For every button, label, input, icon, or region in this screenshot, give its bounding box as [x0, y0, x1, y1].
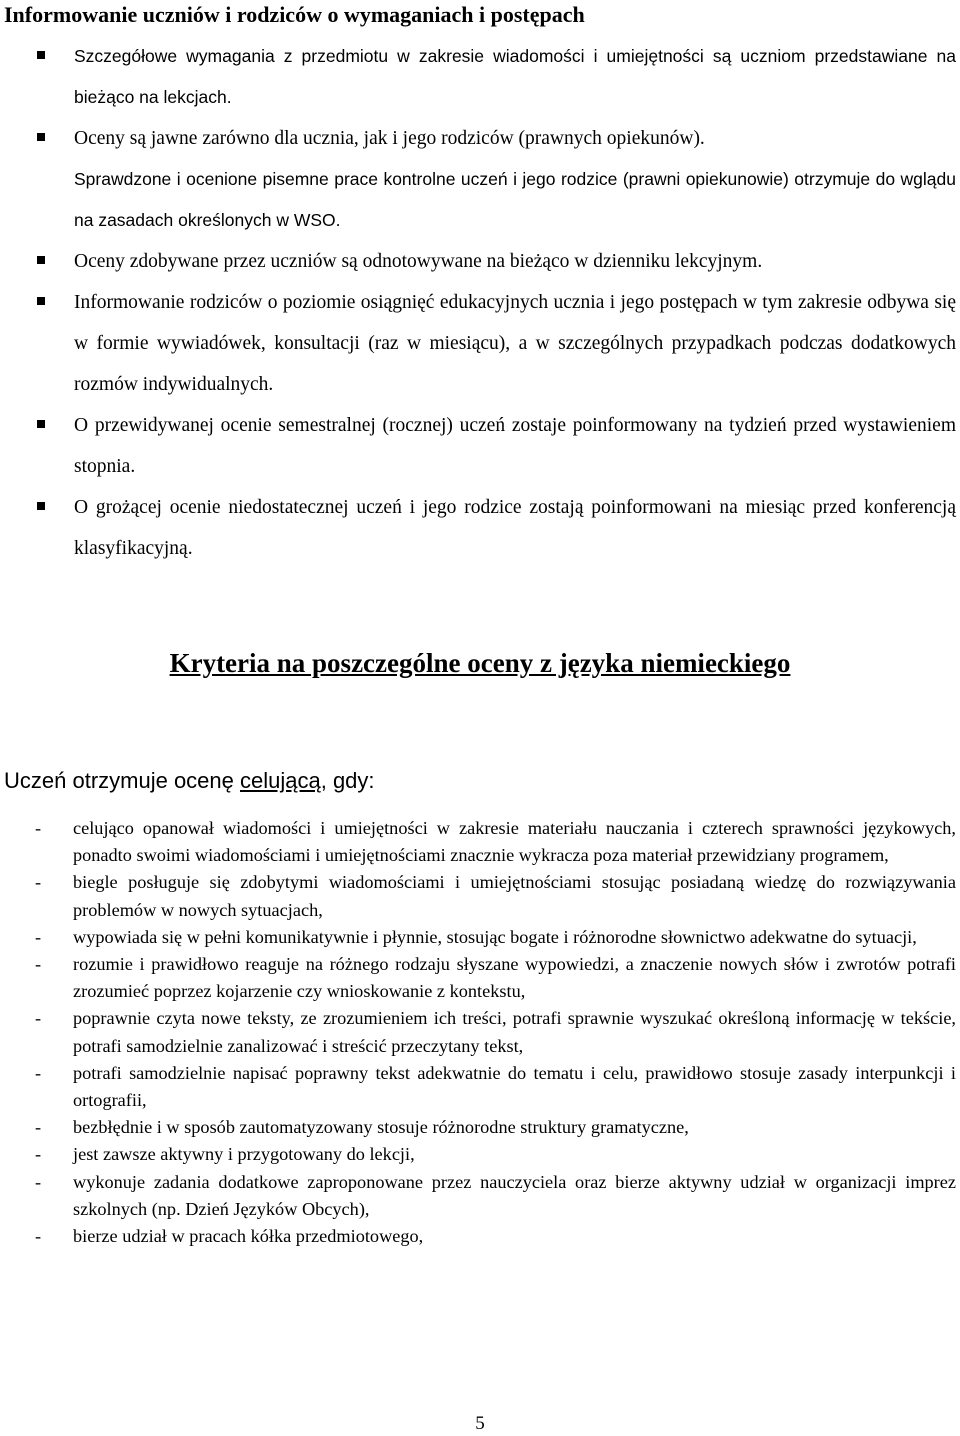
- criteria-text: bezbłędnie i w sposób zautomatyzowany stosuje różnorodne struktury gramatyczne,: [73, 1117, 689, 1138]
- grade-name: celującą: [240, 768, 321, 793]
- bullet-text: O przewidywanej ocenie semestralnej (rocznej) uczeń zostaje poinformowany na tydzień przed wystawieniem stopnia.: [74, 415, 956, 477]
- square-bullet-icon: [37, 256, 45, 264]
- page-number: 5: [475, 1413, 485, 1434]
- bullet-item: [0, 241, 960, 282]
- criteria-text: rozumie i prawidłowo reaguje na różnego rodzaju słyszane wypowiedzi, a znaczenie nowych słów i zwrotów potrafi zrozumieć poprzez kojarzenie czy wnioskowanie z kontekstu,: [73, 954, 956, 1002]
- dash-bullet: -: [35, 1062, 42, 1083]
- dash-bullet: -: [35, 926, 42, 947]
- dash-bullet: -: [35, 1171, 42, 1192]
- square-bullet-icon: [37, 297, 45, 305]
- grade-intro: [4, 766, 375, 796]
- criteria-item: [0, 1060, 960, 1114]
- intro-prefix: Uczeń otrzymuje ocenę: [4, 768, 240, 793]
- dash-bullet: -: [35, 1008, 42, 1029]
- criteria-text: wypowiada się w pełni komunikatywnie i płynnie, stosując bogate i różnorodne słownictwo adekwatne do sytuacji,: [73, 926, 917, 947]
- criteria-text: biegle posługuje się zdobytymi wiadomościami i umiejętnościami stosując posiadaną wiedzę do rozwiązywania problemów w nowych sytuacjach,: [73, 872, 956, 920]
- dash-bullet: -: [35, 818, 42, 838]
- criteria-item: [0, 869, 960, 923]
- bullet-text: Informowanie rodziców o poziomie osiągnięć edukacyjnych ucznia i jego postępach w tym zakresie odbywa się w formie wywiadówek, konsultacji (raz w miesiącu), a w szczególnych przypadkach podczas dodatkowych rozmów indywidualnych.: [74, 292, 956, 395]
- criteria-item: [0, 924, 960, 951]
- dash-bullet: -: [35, 954, 42, 975]
- information-bullet-list: [0, 36, 960, 569]
- intro-suffix: , gdy:: [320, 768, 375, 793]
- bullet-item: [0, 405, 960, 487]
- bullet-text-rest: Sprawdzone i ocenione pisemne prace kontrolne uczeń i jego rodzice (prawni opiekunowie) otrzymuje do wglądu na zasadach określonych w WSO.: [74, 169, 956, 230]
- dash-bullet: -: [35, 872, 42, 893]
- criteria-text: bierze udział w pracach kółka przedmiotowego,: [73, 1226, 424, 1247]
- criteria-text: poprawnie czyta nowe teksty, ze zrozumieniem ich treści, potrafi sprawnie wyszukać określoną informację w tekście, potrafi samodzielnie zanalizować i streścić przeczytany tekst,: [73, 1008, 956, 1056]
- criteria-item: [0, 1141, 960, 1168]
- bullet-item: [0, 36, 960, 118]
- square-bullet-icon: [37, 502, 45, 510]
- criteria-item: [0, 1005, 960, 1059]
- section-heading: Informowanie uczniów i rodziców o wymaganiach i postępach: [4, 2, 585, 27]
- square-bullet-icon: [37, 133, 45, 141]
- criteria-item: [0, 1223, 960, 1250]
- square-bullet-icon: [37, 420, 45, 428]
- bullet-text: Oceny zdobywane przez uczniów są odnotowywane na bieżąco w dzienniku lekcyjnym.: [74, 251, 763, 272]
- criteria-text: wykonuje zadania dodatkowe zaproponowane przez nauczyciela oraz bierze aktywny udział w organizacji imprez szkolnych (np. Dzień Języków Obcych),: [73, 1171, 956, 1219]
- criteria-title: Kryteria na poszczególne oceny z języka niemieckiego: [169, 648, 791, 678]
- criteria-item: [0, 1169, 960, 1223]
- bullet-item: [0, 282, 960, 405]
- bullet-text: O grożącej ocenie niedostatecznej uczeń i jego rodzice zostają poinformowani na miesiąc przed konferencją klasyfikacyjną.: [74, 497, 956, 559]
- criteria-item: [0, 951, 960, 1005]
- dash-bullet: -: [35, 1226, 42, 1247]
- bullet-item: [0, 118, 960, 241]
- dash-bullet: -: [35, 1117, 42, 1138]
- bullet-text: Szczegółowe wymagania z przedmiotu w zakresie wiadomości i umiejętności są uczniom przedstawiane na bieżąco na lekcjach.: [74, 46, 956, 107]
- criteria-item: [0, 815, 960, 869]
- bullet-text-line1: Oceny są jawne zarówno dla ucznia, jak i jego rodziców (prawnych opiekunów).: [74, 128, 705, 149]
- square-bullet-icon: [37, 51, 45, 59]
- criteria-text: jest zawsze aktywny i przygotowany do lekcji,: [73, 1144, 415, 1165]
- criteria-text: celująco opanował wiadomości i umiejętności w zakresie materiału nauczania i czterech sprawności językowych, ponadto swoimi wiadomościami i umiejętnościami znacznie wykracza poza materiał przewidziany programem,: [73, 818, 956, 866]
- dash-bullet: -: [35, 1144, 42, 1165]
- criteria-list: [0, 815, 960, 1250]
- criteria-text: potrafi samodzielnie napisać poprawny tekst adekwatnie do tematu i celu, prawidłowo stosuje zasady interpunkcji i ortografii,: [73, 1062, 956, 1111]
- criteria-item: [0, 1114, 960, 1141]
- bullet-item: [0, 487, 960, 569]
